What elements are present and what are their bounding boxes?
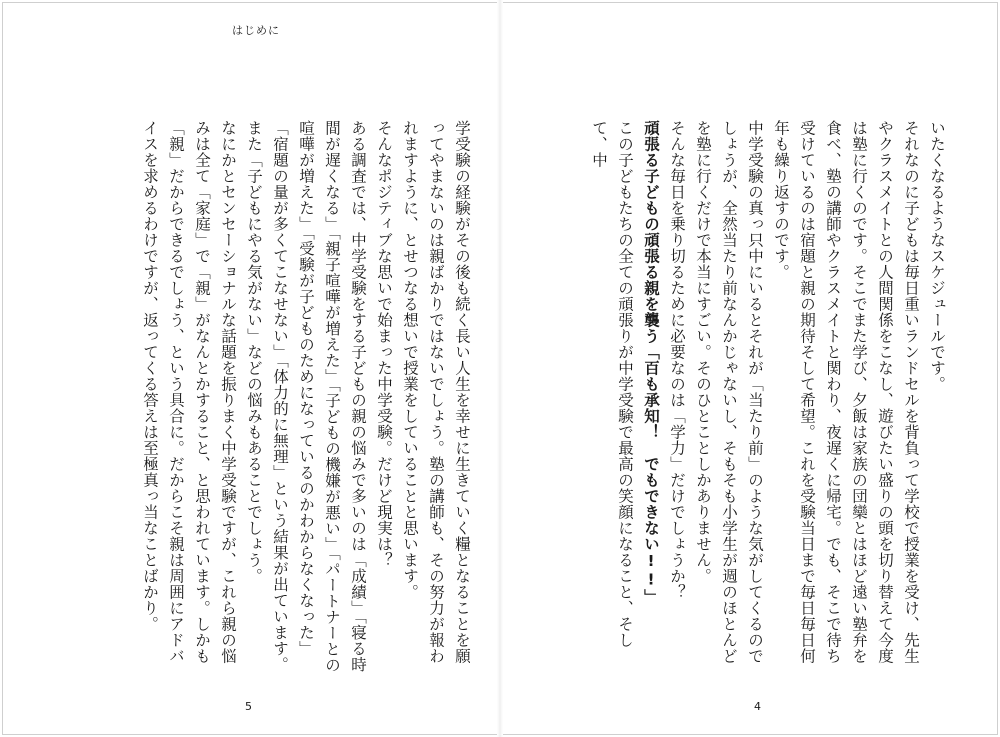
paragraph: そんな毎日を乗り切るために必要なのは「学力」だけでしょうか？ bbox=[668, 120, 686, 600]
right-page bbox=[500, 0, 1000, 737]
running-head: はじめに bbox=[232, 24, 280, 37]
paragraph: 中学受験の真っ只中にいるとそれが「当たり前」のような気がしてくるのでしょうが、全然当たり前なんかじゃないし、そもそも小学生が週のほとんどを塾に行くだけで本当にすごい。そのひとことしかありません。 bbox=[694, 120, 764, 664]
paragraph: そんなポジティブな思いで始まった中学受験。だけど現実は？ bbox=[375, 120, 393, 568]
paragraph: ある調査では、中学受験をする子どもの親の悩みで多いのは「成績」「寝る時間が遅くなる」「親子喧嘩が増えた」「子どもの機嫌が悪い」「パートナーとの喧嘩が増えた」「受験が子どものためになっているのかわからなくなった」「宿題の量が多くてこなせない」「体力的に無理」という結果が出ています。また「子どもにやる気がない」などの悩みもあることでしょう。 bbox=[245, 120, 367, 673]
paragraph: それなのに子どもは毎日重いランドセルを背負って学校で授業を受け、先生やクラスメイトとの人間関係をこなし、遊びたい盛りの頭を切り替えて今度は塾に行くのです。そこでまた学び、夕飯は家族の団欒とはほど遠い塾弁を食べ、塾の講師やクラスメイトと関わり、夜遅くに帰宅。でも、そこで待ち受けているのは宿題と親の期待そして希望。これを受験当日まで毎日毎日何年も繰り返すのです。 bbox=[772, 120, 920, 664]
paragraph: いたくなるようなスケジュールです。 bbox=[928, 120, 946, 392]
page-number-left: 5 bbox=[245, 700, 252, 713]
page-number-right: 4 bbox=[754, 700, 761, 713]
left-page-text bbox=[60, 120, 475, 675]
right-page-text bbox=[500, 120, 950, 675]
section-heading: 頑張る子どもの頑張る親を襲う「百も承知！ でもできない!!」 bbox=[642, 120, 660, 605]
paragraph: この子どもたちの全ての頑張りが中学受験で最高の笑顔になること、そして、中 bbox=[590, 120, 634, 648]
paragraph: 学受験の経験がその後も続く長い人生を幸せに生きていく糧となることを願ってやまないのは親ばかりではないでしょう。塾の講師も、その努力が報われますように、とせつなる想いで授業をしていることと思います。 bbox=[401, 120, 471, 664]
paragraph: なにかとセンセーショナルな話題を振りまく中学受験ですが、これら親の悩みは全て「家庭」で「親」がなんとかすること、と思われています。しかも「親」だからできるでしょう、という具合に。だからこそ親は周囲にアドバイスを求めるわけですが、返ってくる答えは至極真っ当なことばかり。 bbox=[141, 120, 237, 664]
